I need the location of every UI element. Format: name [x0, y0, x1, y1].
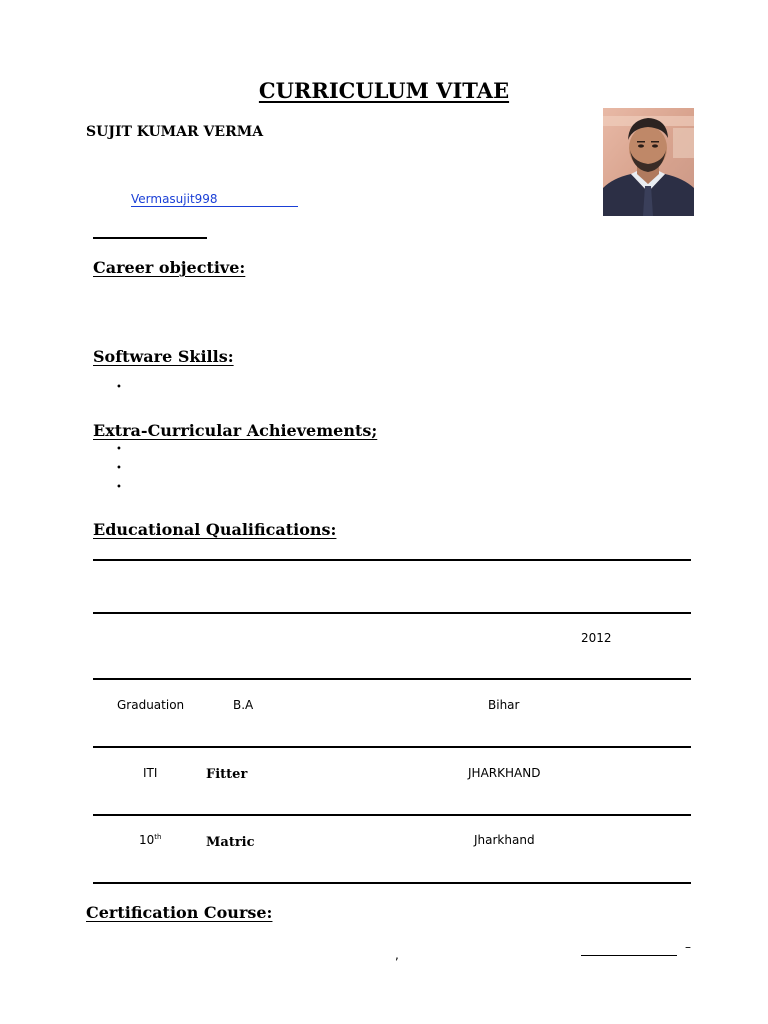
email-link[interactable]: Vermasujit998 [131, 192, 298, 207]
table-rule [93, 746, 691, 748]
heading-software-skills: Software Skills: [93, 347, 234, 366]
page-title: CURRICULUM VITAE [258, 78, 510, 103]
education-course: Matric [206, 835, 255, 850]
short-divider [93, 237, 207, 239]
education-level: Graduation [117, 698, 185, 712]
table-rule [93, 559, 691, 561]
bullet-icon: • [116, 382, 122, 393]
stray-comma: , [395, 948, 399, 962]
portrait-photo [603, 108, 694, 216]
table-rule [93, 612, 691, 614]
education-place: Bihar [488, 698, 520, 712]
education-course: B.A [233, 698, 254, 712]
footer-underline [581, 955, 677, 956]
heading-education: Educational Qualifications: [93, 520, 337, 539]
footer-dash: – [685, 940, 691, 954]
table-rule [93, 882, 691, 884]
portrait-photo-image [603, 108, 694, 216]
education-place: Jharkhand [474, 833, 535, 847]
heading-certification: Certification Course: [86, 903, 273, 922]
bullet-icon: • [116, 463, 122, 474]
bullet-icon: • [116, 444, 122, 455]
candidate-name: SUJIT KUMAR VERMA [86, 124, 264, 140]
education-place: JHARKHAND [468, 766, 541, 780]
education-level: 10th [139, 833, 162, 847]
education-level: ITI [143, 766, 158, 780]
heading-career-objective: Career objective: [93, 258, 246, 277]
education-year: 2012 [581, 631, 612, 645]
heading-extra-curricular: Extra-Curricular Achievements; [93, 421, 378, 440]
education-course: Fitter [206, 767, 248, 782]
bullet-icon: • [116, 482, 122, 493]
table-rule [93, 814, 691, 816]
table-rule [93, 678, 691, 680]
